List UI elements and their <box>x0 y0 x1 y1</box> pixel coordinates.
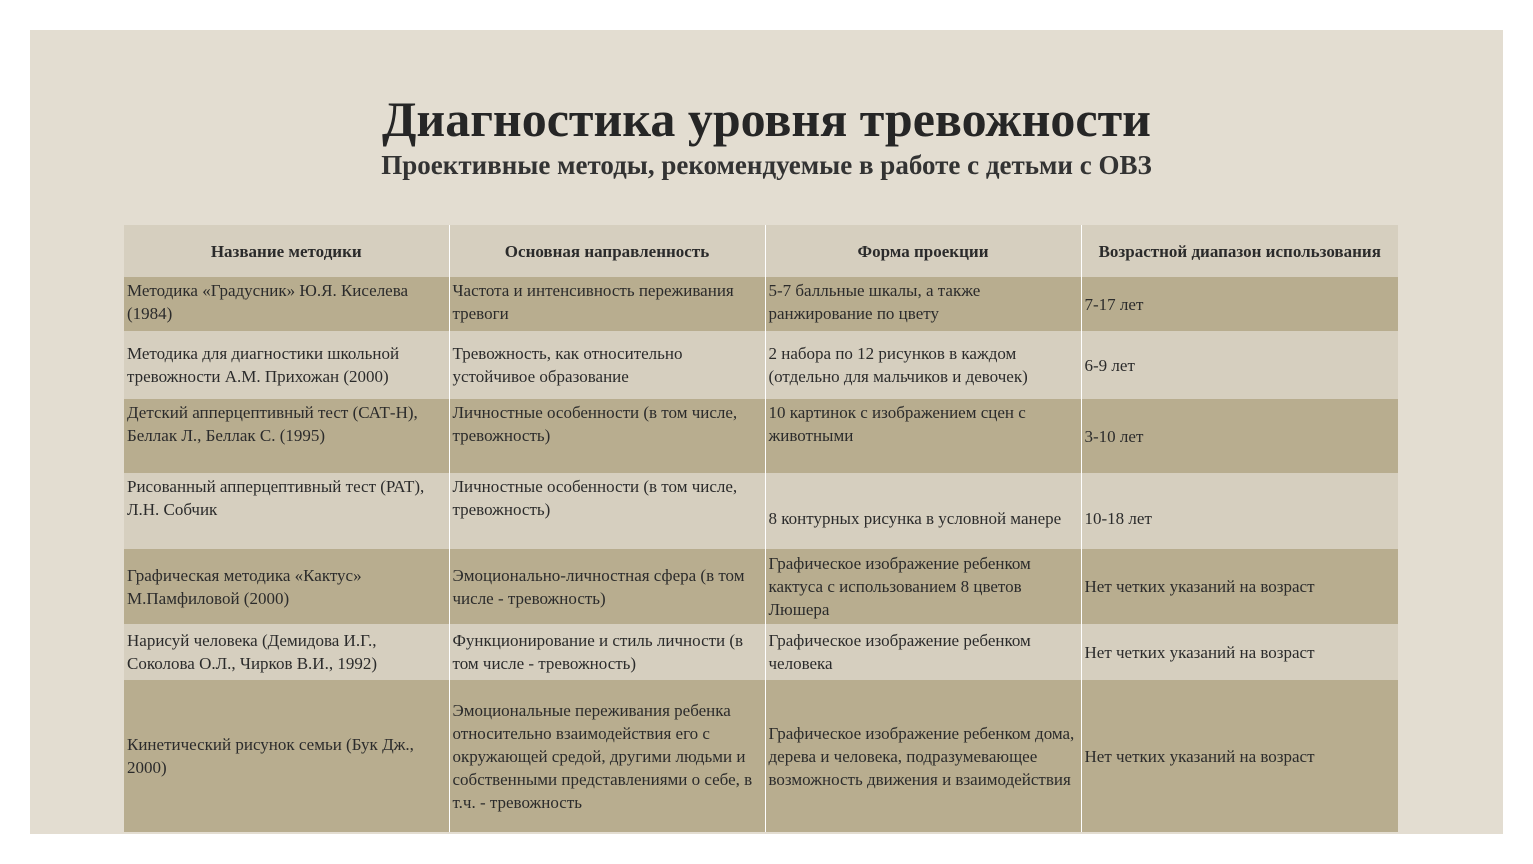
cell-projection-form: 8 контурных рисунка в условной манере <box>765 473 1081 549</box>
cell-method-name: Нарисуй человека (Демидова И.Г., Соколова О.Л., Чирков В.И., 1992) <box>124 624 449 680</box>
cell-focus: Эмоциональные переживания ребенка относительно взаимодействия его с окружающей средой, другими людьми и собственными представлениями о себе, в т.ч. - тревожность <box>449 680 765 832</box>
table-row <box>124 624 1398 680</box>
table-row <box>124 399 1398 473</box>
header-method-name: Название методики <box>124 225 449 277</box>
table-row <box>124 549 1398 624</box>
cell-focus: Функционирование и стиль личности (в том числе - тревожность) <box>449 624 765 680</box>
cell-projection-form: 2 набора по 12 рисунков в каждом (отдельно для мальчиков и девочек) <box>765 331 1081 399</box>
cell-age-range: Нет четких указаний на возраст <box>1081 680 1398 832</box>
slide <box>30 30 1503 834</box>
cell-projection-form: Графическое изображение ребенком кактуса с использованием 8 цветов Люшера <box>765 549 1081 624</box>
slide-subtitle: Проективные методы, рекомендуемые в работе с детьми с ОВЗ <box>381 150 1152 180</box>
cell-age-range: 7-17 лет <box>1081 277 1398 331</box>
cell-method-name: Методика для диагностики школьной тревожности А.М. Прихожан (2000) <box>124 331 449 399</box>
cell-method-name: Рисованный апперцептивный тест (РАТ), Л.Н. Собчик <box>124 473 449 549</box>
table-row <box>124 680 1398 832</box>
table-row <box>124 277 1398 331</box>
cell-focus: Личностные особенности (в том числе, тревожность) <box>449 473 765 549</box>
cell-method-name: Методика «Градусник» Ю.Я. Киселева (1984) <box>124 277 449 331</box>
cell-projection-form: Графическое изображение ребенком дома, дерева и человека, подразумевающее возможность движения и взаимодействия <box>765 680 1081 832</box>
methods-table <box>124 225 1398 832</box>
header-focus: Основная направленность <box>449 225 765 277</box>
cell-projection-form: 5-7 балльные шкалы, а также ранжирование по цвету <box>765 277 1081 331</box>
cell-projection-form: 10 картинок с изображением сцен с животными <box>765 399 1081 473</box>
slide-title: Диагностика уровня тревожности <box>382 91 1151 147</box>
cell-age-range: Нет четких указаний на возраст <box>1081 549 1398 624</box>
cell-age-range: Нет четких указаний на возраст <box>1081 624 1398 680</box>
cell-method-name: Кинетический рисунок семьи (Бук Дж., 2000) <box>124 680 449 832</box>
header-age-range: Возрастной диапазон использования <box>1081 225 1398 277</box>
cell-focus: Личностные особенности (в том числе, тревожность) <box>449 399 765 473</box>
cell-focus: Эмоционально-личностная сфера (в том числе - тревожность) <box>449 549 765 624</box>
cell-focus: Тревожность, как относительно устойчивое образование <box>449 331 765 399</box>
cell-projection-form: Графическое изображение ребенком человека <box>765 624 1081 680</box>
cell-age-range: 3-10 лет <box>1081 399 1398 473</box>
header-projection-form: Форма проекции <box>765 225 1081 277</box>
cell-method-name: Детский апперцептивный тест (САТ-Н), Беллак Л., Беллак С. (1995) <box>124 399 449 473</box>
cell-age-range: 6-9 лет <box>1081 331 1398 399</box>
cell-method-name: Графическая методика «Кактус» М.Памфиловой (2000) <box>124 549 449 624</box>
table-row <box>124 473 1398 549</box>
table-header-row <box>124 225 1398 277</box>
cell-focus: Частота и интенсивность переживания тревоги <box>449 277 765 331</box>
cell-age-range: 10-18 лет <box>1081 473 1398 549</box>
table-row <box>124 331 1398 399</box>
